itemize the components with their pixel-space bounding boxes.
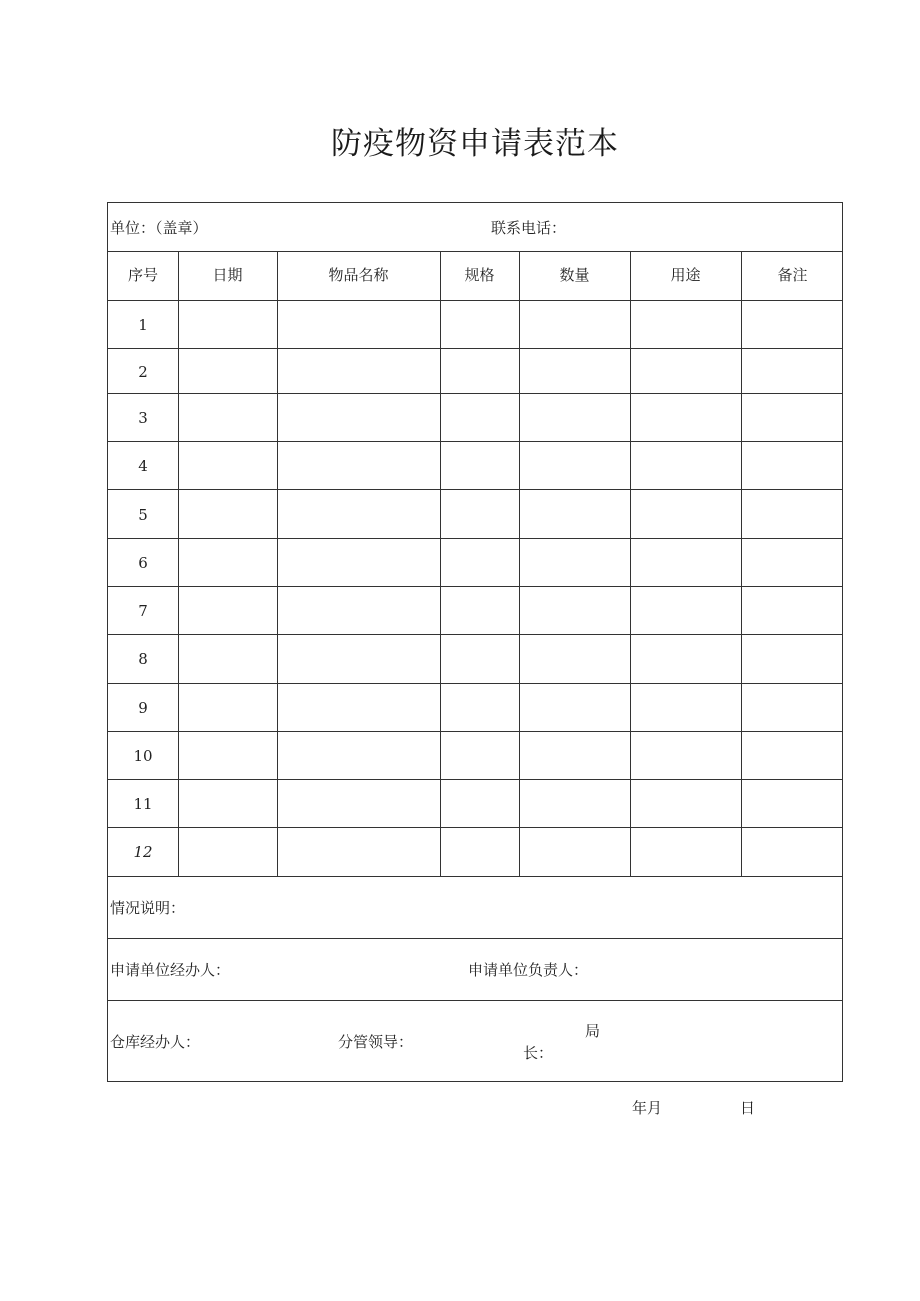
row-number: 8 (138, 650, 148, 668)
warehouse-handler-label: 仓库经办人： (110, 1033, 201, 1051)
row-divider (108, 489, 842, 490)
row-divider (108, 441, 842, 442)
director-label-top: 局 (585, 1022, 601, 1040)
row-divider (108, 393, 842, 394)
column-header-spec: 规格 (464, 266, 495, 284)
column-divider (519, 251, 520, 876)
column-divider (741, 251, 742, 876)
row-number: 10 (133, 747, 153, 765)
column-header-quantity: 数量 (559, 266, 590, 284)
row-number: 6 (138, 554, 148, 572)
row-number: 5 (138, 506, 148, 524)
row-number: 4 (138, 457, 148, 475)
column-divider (630, 251, 631, 876)
row-number: 12 (133, 843, 153, 861)
row-divider (108, 827, 842, 828)
supervising-leader-label: 分管领导： (338, 1033, 414, 1051)
director-label-bottom: 长： (523, 1044, 554, 1062)
row-number: 2 (138, 363, 148, 381)
applicant-leader-label: 申请单位负责人： (468, 961, 589, 979)
row-divider (108, 634, 842, 635)
column-divider (277, 251, 278, 876)
page-title: 防疫物资申请表范本 (331, 126, 619, 162)
row-divider (108, 683, 842, 684)
row-number: 7 (138, 602, 148, 620)
row-divider (108, 348, 842, 349)
column-header-date: 日期 (212, 266, 243, 284)
column-header-serial: 序号 (127, 266, 158, 284)
column-header-purpose: 用途 (670, 266, 701, 284)
row-divider (108, 1000, 842, 1001)
situation-label: 情况说明： (110, 899, 186, 917)
column-divider (178, 251, 179, 876)
row-divider (108, 731, 842, 732)
date-day: 日 (740, 1099, 756, 1117)
date-year-month: 年月 (632, 1099, 663, 1117)
applicant-handler-label: 申请单位经办人： (110, 961, 231, 979)
row-divider (108, 538, 842, 539)
phone-label: 联系电话： (491, 219, 567, 237)
row-number: 9 (138, 699, 148, 717)
row-divider (108, 876, 842, 877)
row-divider (108, 300, 842, 301)
column-divider (440, 251, 441, 876)
column-header-item-name: 物品名称 (328, 266, 389, 284)
column-header-remarks: 备注 (777, 266, 808, 284)
row-divider (108, 586, 842, 587)
row-number: 1 (138, 316, 148, 334)
row-divider (108, 938, 842, 939)
row-number: 3 (138, 409, 148, 427)
row-number: 11 (133, 795, 153, 813)
unit-seal-label: 单位：（盖章） (110, 219, 208, 237)
row-divider (108, 779, 842, 780)
application-form-table (107, 202, 843, 1082)
